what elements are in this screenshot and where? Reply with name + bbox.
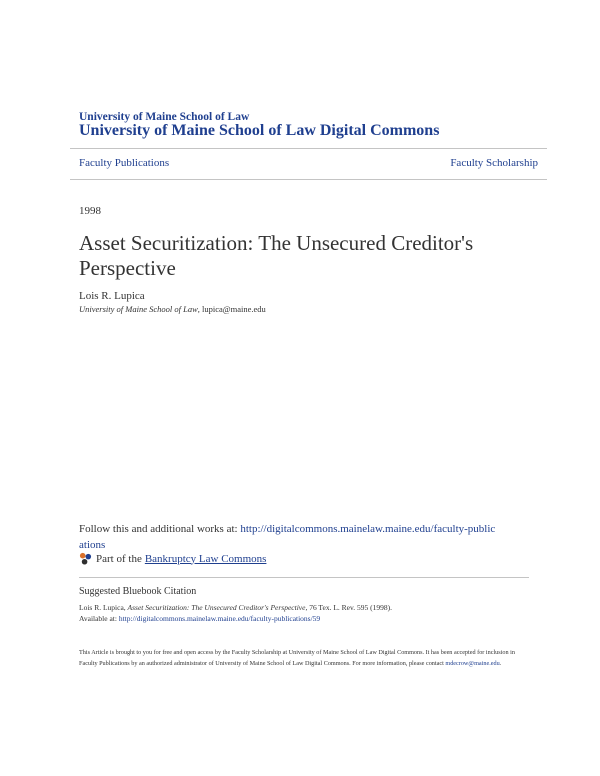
- bankruptcy-law-commons-link[interactable]: Bankruptcy Law Commons: [144, 552, 267, 565]
- citation-available-line: [79, 613, 392, 624]
- author-email: , lupica@maine.edu: [197, 304, 266, 314]
- nav-divider: [70, 179, 547, 180]
- affiliation-name: University of Maine School of Law: [79, 304, 198, 314]
- follow-works-line: [79, 521, 499, 553]
- follow-prefix: Follow this and additional works at:: [79, 523, 241, 535]
- institution-name-digital-commons[interactable]: University of Maine School of Law Digital Commons: [79, 122, 440, 139]
- notice-end: .: [499, 660, 502, 667]
- citation-title: Asset Securitization: The Unsecured Creditor's Perspective: [127, 603, 306, 612]
- part-of-prefix: Part of the: [96, 552, 142, 565]
- available-prefix: Available at:: [79, 614, 119, 623]
- citation-author: Lois R. Lupica,: [79, 603, 128, 612]
- institution-name-small[interactable]: University of Maine School of Law: [79, 111, 250, 123]
- publication-year: 1998: [79, 205, 101, 217]
- author-name: Lois R. Lupica: [79, 290, 145, 302]
- citation-divider: [79, 577, 529, 578]
- faculty-publications-url-link[interactable]: http://digitalcommons.mainelaw.maine.edu/faculty-publications: [79, 523, 496, 551]
- citation-line: [79, 602, 392, 613]
- citation-url-link[interactable]: http://digitalcommons.mainelaw.maine.edu/faculty-publications/59: [118, 614, 321, 623]
- contact-email-link[interactable]: mdecrow@maine.edu: [445, 660, 500, 667]
- notice-text: This Article is brought to you for free and open access by the Faculty Scholarship at University of Maine School of Law Digital Commons. It has been accepted for inclusion in Faculty Publications by an authorized administrator of University of Maine School of Law Digital Commons. For more information, please contact: [79, 649, 515, 667]
- top-divider: [70, 148, 547, 149]
- faculty-publications-link[interactable]: Faculty Publications: [79, 157, 170, 169]
- part-of-line: [79, 552, 266, 565]
- author-affiliation: [79, 304, 266, 314]
- article-title: Asset Securitization: The Unsecured Creditor's Perspective: [79, 231, 474, 280]
- citation-source: , 76 Tex. L. Rev. 595 (1998).: [305, 603, 392, 612]
- suggested-citation-heading: Suggested Bluebook Citation: [79, 586, 197, 597]
- citation-text: [79, 602, 392, 624]
- faculty-scholarship-link[interactable]: Faculty Scholarship: [450, 157, 538, 169]
- network-icon: [79, 552, 92, 565]
- access-notice: [79, 647, 524, 669]
